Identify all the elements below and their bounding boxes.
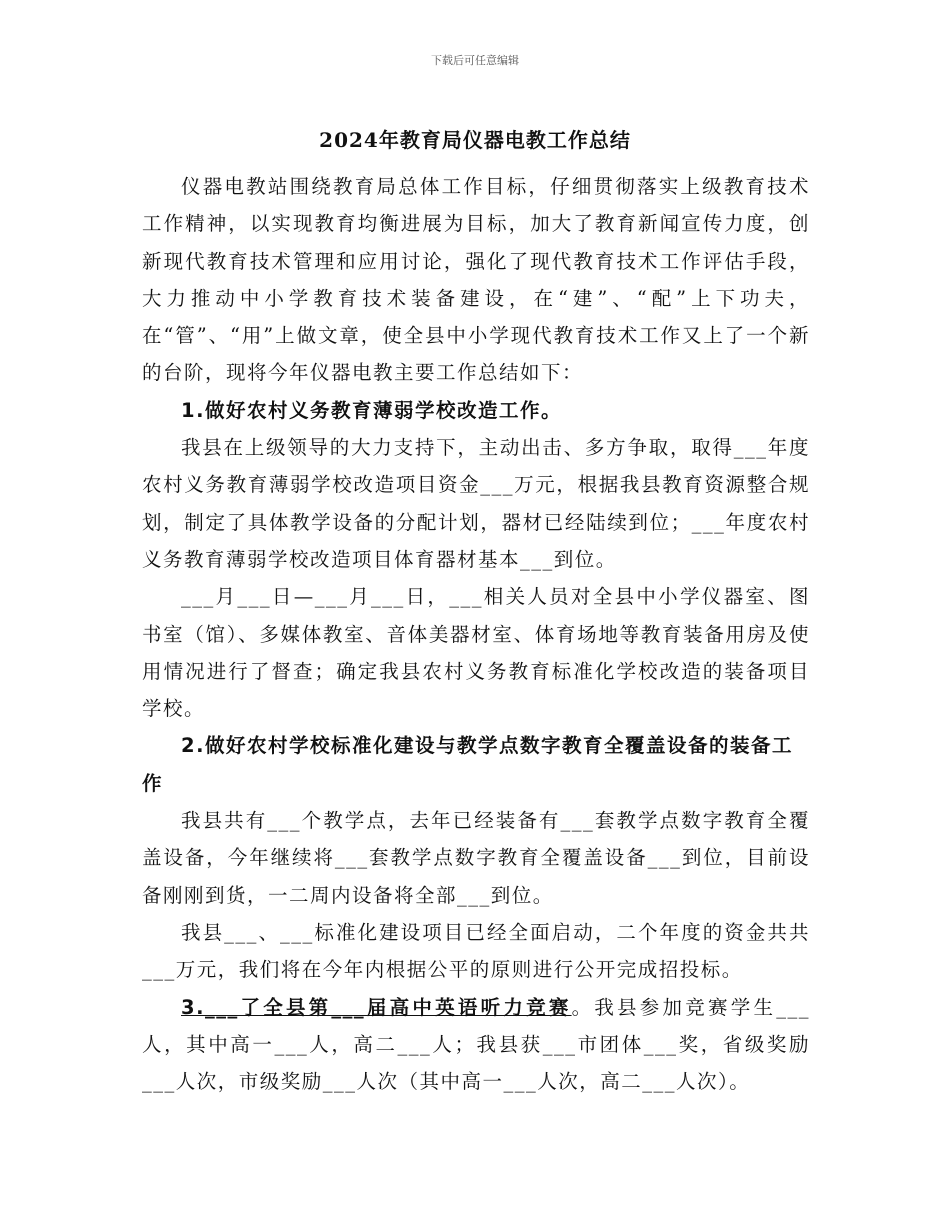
section-1-paragraph-1: 我县在上级领导的大力支持下，主动出击、多方争取，取得___年度农村义务教育薄弱学校改造项目资金___万元，根据我县教育资源整合规划，制定了具体教学设备的分配计划，器材已经陆续到位；___年度农村义务教育薄弱学校改造项目体育器材基本___到位。: [142, 436, 810, 571]
section-3-text: 。我县参加竞赛学生___人，其中高一___人，高二___人；我县获___市团体___奖，省级奖励___人次，市级奖励___人次（其中高一___人次，高二___人次）。: [142, 995, 810, 1094]
section-1-heading: 1.做好农村义务教育薄弱学校改造工作。: [181, 398, 562, 422]
section-3-heading: 3.___了全县第___届高中英语听力竞赛: [181, 995, 572, 1019]
section-2-heading: 2.做好农村学校标准化建设与教学点数字教育全覆盖设备的装备工作: [142, 734, 793, 795]
document-title: 2024年教育局仪器电教工作总结: [319, 128, 631, 152]
intro-paragraph: 仪器电教站围绕教育局总体工作目标，仔细贯彻落实上级教育技术工作精神，以实现教育均衡进展为目标，加大了教育新闻宣传力度，创新现代教育技术管理和应用讨论，强化了现代教育技术工作评估手段，大力推动中小学教育技术装备建设，在“建”、“配”上下功夫，在“管”、“用”上做文章，使全县中小学现代教育技术工作又上了一个新的台阶，现将今年仪器电教主要工作总结如下：: [142, 175, 810, 385]
section-3-paragraph: [142, 989, 810, 1101]
section-2-paragraph-2: 我县___、___标准化建设项目已经全面启动，二个年度的资金共共___万元，我们将在今年内根据公平的原则进行公开完成招投标。: [142, 920, 810, 982]
section-2-paragraph-1: 我县共有___个教学点，去年已经装备有___套教学点数字教育全覆盖设备，今年继续将___套教学点数字教育全覆盖设备___到位，目前设备刚刚到货，一二周内设备将全部___到位。: [142, 809, 810, 907]
page-header-note: 下载后可任意编辑: [431, 54, 519, 67]
section-1-paragraph-2: ___月___日—___月___日，___相关人员对全县中小学仪器室、图书室（馆）、多媒体教室、音体美器材室、体育场地等教育装备用房及使用情况进行了督查；确定我县农村义务教育标准化学校改造的装备项目学校。: [142, 585, 810, 721]
document-body: [142, 168, 810, 1100]
